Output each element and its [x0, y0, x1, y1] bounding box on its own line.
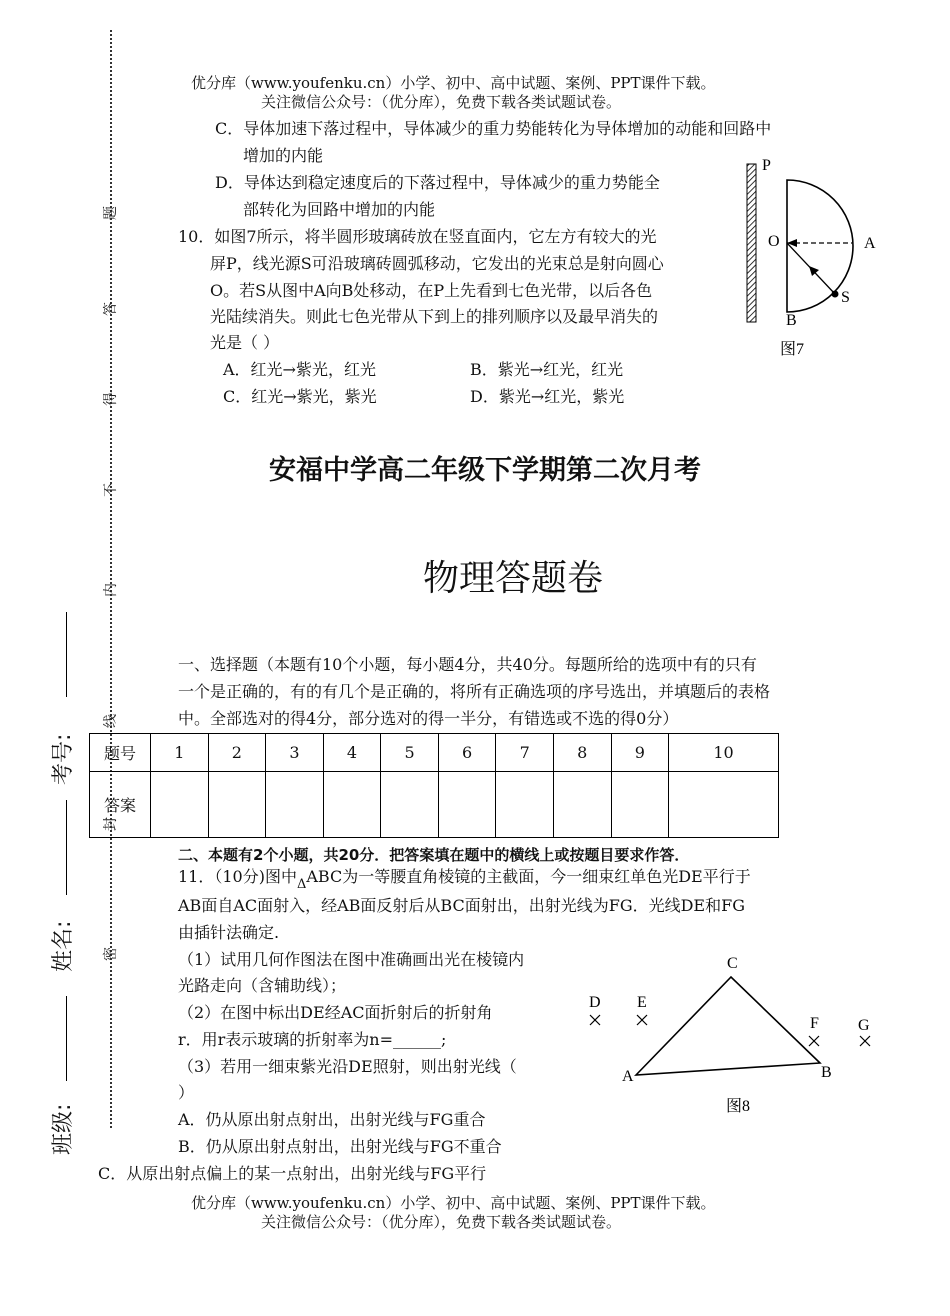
light-source-dot [832, 291, 839, 298]
q11-option-c: C．从原出射点偏上的某一点射出，出射光线与FG平行 [98, 1164, 487, 1183]
q10-line1: 10．如图7所示，将半圆形玻璃砖放在竖直面内，它左方有较大的光 [178, 227, 657, 246]
fig8-label-b: B [821, 1064, 832, 1081]
fig7-label-s: S [841, 289, 850, 306]
q10-option-b: B．紫光→红光，红光 [470, 360, 624, 379]
figure-7-diagram [740, 150, 890, 365]
q11-sub3-line2: ） [178, 1083, 195, 1102]
q11-line1-end: ABC为一等腰直角棱镜的主截面，今一细束红单色光DE平行于 [306, 867, 751, 886]
section1-line1: 一、选择题（本题有10个小题，每小题4分，共40分。每题所给的选项中有的只有 [178, 655, 757, 674]
table-header-number: 题号 [90, 734, 151, 772]
question-number-cell: 7 [496, 734, 554, 772]
arrowhead-icon [787, 239, 797, 247]
q10-line4: 光陆续消失。则此七色光带从下到上的排列顺序以及最早消失的 [210, 307, 659, 326]
q11-sub1-line2: 光路走向（含辅助线）； [178, 976, 347, 995]
q11-option-b: B．仍从原出射点射出，出射光线与FG不重合 [178, 1137, 502, 1156]
fig8-label-c: C [727, 955, 738, 972]
q9-option-d-line2: 部转化为回路中增加的内能 [243, 200, 436, 219]
answer-cell[interactable] [496, 772, 554, 838]
fig7-label-b: B [786, 312, 797, 329]
exam-no-label: 考号: [51, 733, 76, 785]
q10-option-d: D．紫光→红光，紫光 [470, 387, 625, 406]
answer-cell[interactable] [266, 772, 324, 838]
seal-char-2: 答 [103, 302, 119, 316]
q11-line1 [178, 867, 751, 892]
seal-dotted-line [110, 30, 112, 1128]
figure-8-diagram [580, 948, 880, 1123]
q10-option-c: C．红光→紫光，紫光 [223, 387, 377, 406]
name-line-top[interactable] [66, 800, 67, 895]
section2-heading: 二、本题有2个小题，共20分．把答案填在题中的横线上或按题目要求作答． [178, 846, 690, 864]
footer-line-2: 关注微信公众号：（优分库），免费下载各类试题试卷。 [261, 1213, 622, 1231]
seal-char-7: 封 [103, 817, 119, 831]
fig8-label-a: A [622, 1068, 634, 1085]
fig8-label-g: G [858, 1017, 870, 1034]
answer-cell[interactable] [208, 772, 266, 838]
question-number-cell: 1 [151, 734, 209, 772]
seal-char-5: 内 [103, 583, 119, 597]
seal-char-6: 线 [103, 714, 119, 728]
q11-sub1-line1: （1）试用几何作图法在图中准确画出光在棱镜内 [178, 950, 525, 969]
seal-char-3: 得 [103, 392, 119, 406]
q10-line5: 光是（ ） [210, 333, 280, 352]
question-number-cell: 6 [438, 734, 496, 772]
table-header-answer: 答案 [90, 772, 151, 838]
q10-option-a: A．红光→紫光，红光 [223, 360, 376, 379]
class-label: 班级: [51, 1103, 76, 1155]
seal-char-8: 密 [103, 947, 119, 961]
answer-cell[interactable] [438, 772, 496, 838]
question-number-cell: 9 [611, 734, 669, 772]
name-label: 姓名: [51, 920, 76, 972]
question-number-cell: 2 [208, 734, 266, 772]
fig8-label-d: D [589, 994, 601, 1011]
footer-line-1: 优分库（www.youfenku.cn）小学、初中、高中试题、案例、PPT课件下载。 [191, 1194, 716, 1212]
fig8-label-f: F [810, 1015, 819, 1032]
fig8-label-e: E [637, 994, 647, 1011]
answer-cell[interactable] [323, 772, 381, 838]
header-line-1: 优分库（www.youfenku.cn）小学、初中、高中试题、案例、PPT课件下载。 [191, 74, 716, 92]
answer-cell[interactable] [669, 772, 779, 838]
q11-line3: 由插针法确定. [178, 923, 280, 942]
answer-table [89, 733, 779, 838]
fig7-label-o: O [768, 233, 780, 250]
q11-sub3-line1: （3）若用一细束紫光沿DE照射，则出射光线（ [178, 1057, 517, 1076]
answer-cell[interactable] [151, 772, 209, 838]
q11-line1-start: 11．（10分)图中 [178, 867, 297, 886]
triangle-delta-symbol: Δ [296, 877, 307, 892]
class-line-top[interactable] [66, 996, 67, 1081]
fig7-caption: 图7 [780, 341, 805, 358]
q11-sub2-line2: r．用r表示玻璃的折射率为n=______; [178, 1030, 447, 1049]
paper-subtitle: 物理答题卷 [423, 558, 604, 599]
section1-line2: 一个是正确的，有的有几个是正确的，将所有正确选项的序号选出，并填题后的表格 [178, 682, 771, 701]
q9-option-c-line1: C．导体加速下落过程中，导体减少的重力势能转化为导体增加的动能和回路中 [215, 119, 772, 138]
section1-line3: 中。全部选对的得4分，部分选对的得一半分，有错选或不选的得0分） [178, 709, 679, 728]
exam-no-line-top [66, 612, 67, 697]
q10-line2: 屏P，线光源S可沿玻璃砖圆弧移动，它发出的光束总是射向圆心 [210, 254, 664, 273]
q10-line3: O。若S从图中A向B处移动，在P上先看到七色光带，以后各色 [210, 281, 653, 300]
seal-char-1: 题 [103, 206, 119, 220]
question-number-cell: 3 [266, 734, 324, 772]
q9-option-c-line2: 增加的内能 [243, 146, 324, 165]
header-line-2: 关注微信公众号：（优分库），免费下载各类试题试卷。 [261, 93, 622, 111]
fig7-label-a: A [864, 235, 876, 252]
q11-sub2-line1: （2）在图中标出DE经AC面折射后的折射角 [178, 1003, 493, 1022]
exam-title: 安福中学高二年级下学期第二次月考 [269, 455, 701, 486]
light-screen [747, 164, 756, 322]
question-number-cell: 4 [323, 734, 381, 772]
fig7-label-p: P [762, 157, 771, 174]
question-number-cell: 5 [381, 734, 439, 772]
question-number-cell: 10 [669, 734, 779, 772]
seal-char-4: 不 [103, 483, 119, 497]
answer-cell[interactable] [611, 772, 669, 838]
answer-cell[interactable] [381, 772, 439, 838]
q11-option-a: A．仍从原出射点射出，出射光线与FG重合 [178, 1110, 486, 1129]
q11-line2: AB面自AC面射入，经AB面反射后从BC面射出，出射光线为FG．光线DE和FG [178, 896, 745, 915]
fig8-caption: 图8 [726, 1098, 751, 1115]
q9-option-d-line1: D．导体达到稳定速度后的下落过程中，导体减少的重力势能全 [215, 173, 660, 192]
answer-cell[interactable] [553, 772, 611, 838]
question-number-cell: 8 [553, 734, 611, 772]
prism-triangle [636, 977, 820, 1075]
